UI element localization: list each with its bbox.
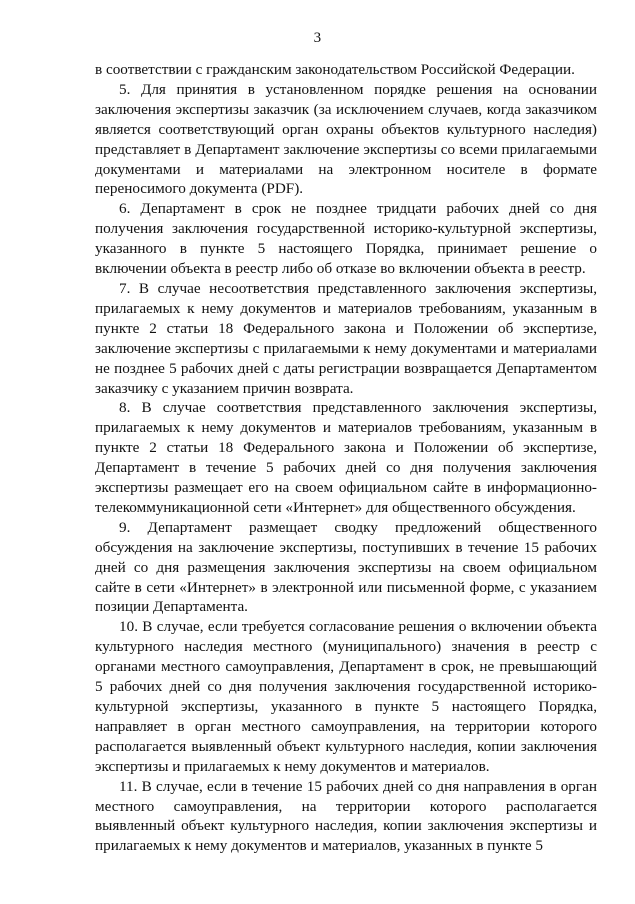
paragraph-item-11: 11. В случае, если в течение 15 рабочих дней со дня направления в орган местного самоуправления, на территории которого располагается выявленный объект культурного наследия, копии заключения экспертизы и прилагаемых к нему документов и материалов, указанных в пункте 5: [95, 777, 597, 855]
paragraph-item-8: 8. В случае соответствия представленного заключения экспертизы, прилагаемых к нему документов и материалов требованиям, указанным в пункте 2 статьи 18 Федерального закона и Положении об экспертизе, Департамент в течение 5 рабочих дней со дня получения заключения экспертизы размещает его на своем официальном сайте в информационно-телекоммуникационной сети «Интернет» для общественного обсуждения.: [95, 399, 597, 516]
paragraph-item-7: 7. В случае несоответствия представленного заключения экспертизы, прилагаемых к нему документов и материалов требованиям, указанным в пункте 2 статьи 18 Федерального закона и Положении об экспертизе, заключение экспертизы с прилагаемыми к нему документами и материалами не позднее 5 рабочих дней с даты регистрации возвращается Департаментом заказчику с указанием причин возврата.: [95, 279, 597, 397]
paragraph-item-5: 5. Для принятия в установленном порядке решения на основании заключения экспертизы заказчик (за исключением случаев, когда заказчиком является соответствующий орган охраны объектов культурного наследия) представляет в Департамент заключение экспертизы со всеми прилагаемыми документами и материалами на электронном носителе в формате переносимого документа (PDF).: [95, 80, 597, 198]
paragraph-item-9: 9. Департамент размещает сводку предложений общественного обсуждения на заключение экспертизы, поступивших в течение 15 рабочих дней со дня размещения заключения экспертизы на своем официальном сайте в сети «Интернет» в электронной или письменной форме, с указанием позиции Департамента.: [95, 518, 597, 616]
paragraph-continuation: в соответствии с гражданским законодательством Российской Федерации.: [95, 61, 575, 78]
page-number: 3: [313, 30, 322, 46]
paragraph-item-6: 6. Департамент в срок не позднее тридцати рабочих дней со дня получения заключения государственной историко-культурной экспертизы, указанного в пункте 5 настоящего Порядка, принимает решение о включении объекта в реестр либо об отказе во включении объекта в реестр.: [95, 200, 597, 278]
document-body: [95, 60, 597, 856]
paragraph-item-10: 10. В случае, если требуется согласование решения о включении объекта культурного наследия местного (муниципального) значения в реестр с органами местного самоуправления, Департамент в срок, не превышающий 5 рабочих дней со дня получения заключения государственной историко-культурной экспертизы, указанного в пункте 5 настоящего Порядка, направляет в орган местного самоуправления, на территории которого располагается выявленный объект культурного наследия, копии заключения экспертизы и прилагаемых к нему документов и материалов.: [95, 618, 597, 775]
